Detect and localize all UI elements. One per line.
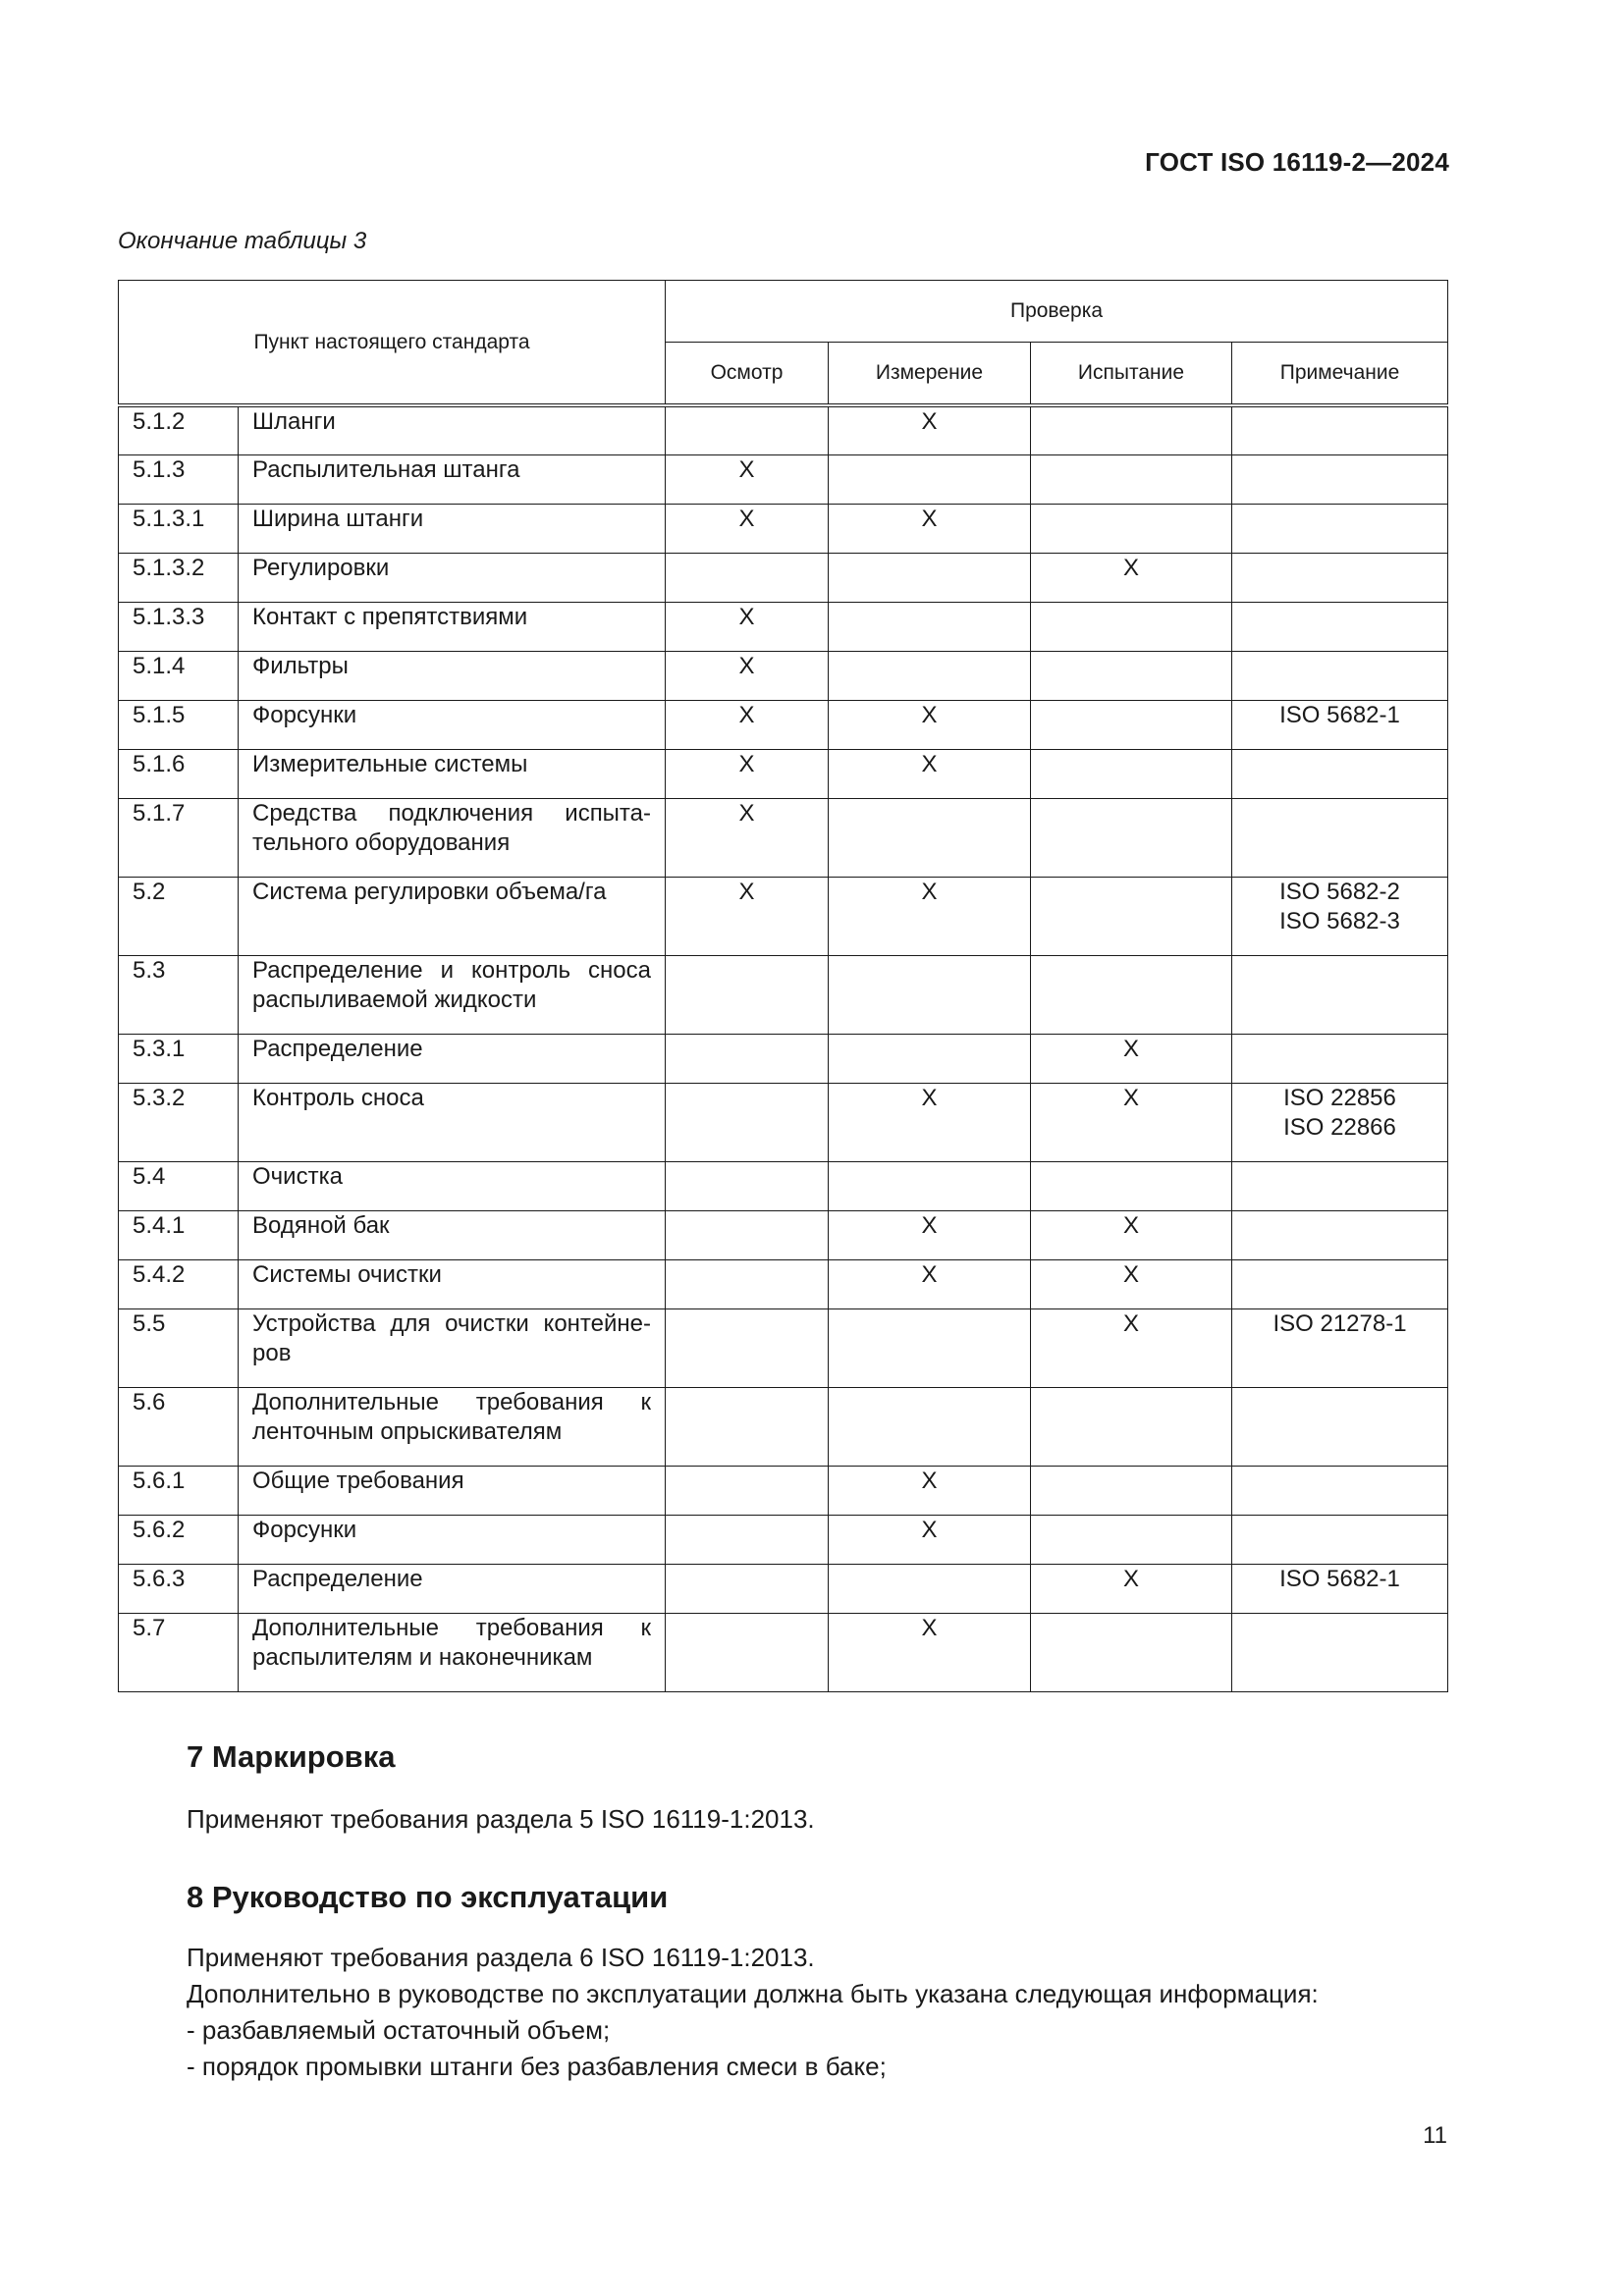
table-row xyxy=(119,1466,1448,1515)
inspect-mark xyxy=(666,1564,829,1613)
table-row xyxy=(119,1308,1448,1387)
clause-number: 5.1.4 xyxy=(119,651,239,700)
clause-number: 5.1.5 xyxy=(119,700,239,749)
note-cell xyxy=(1232,1613,1448,1691)
clause-name: Общие требования xyxy=(239,1466,666,1515)
measure-mark xyxy=(829,798,1031,877)
table-row xyxy=(119,1515,1448,1564)
clause-number: 5.1.3.2 xyxy=(119,553,239,602)
clause-name: Распылительная штанга xyxy=(239,454,666,504)
page-number: 11 xyxy=(1423,2122,1447,2149)
clause-name: Шланги xyxy=(239,405,666,454)
note-cell xyxy=(1232,1466,1448,1515)
clause-number: 5.4 xyxy=(119,1161,239,1210)
clause-number: 5.5 xyxy=(119,1308,239,1387)
table-row xyxy=(119,1034,1448,1083)
inspect-mark xyxy=(666,1466,829,1515)
inspect-mark xyxy=(666,553,829,602)
section-7-title: 7 Маркировка xyxy=(187,1739,396,1774)
section-8-title: 8 Руководство по эксплуатации xyxy=(187,1880,669,1914)
note-cell xyxy=(1232,651,1448,700)
clause-name: Регулировки xyxy=(239,553,666,602)
table-row xyxy=(119,700,1448,749)
clause-name: Распределение xyxy=(239,1564,666,1613)
table-row xyxy=(119,651,1448,700)
table-row xyxy=(119,1613,1448,1691)
test-mark xyxy=(1031,798,1232,877)
clause-name: Дополнительные требования к ленточным опрыскивателям xyxy=(239,1387,666,1466)
note-line: ISO 22856 xyxy=(1283,1084,1396,1111)
test-mark: X xyxy=(1031,1259,1232,1308)
note-cell xyxy=(1232,504,1448,553)
measure-mark xyxy=(829,1564,1031,1613)
test-mark xyxy=(1031,602,1232,651)
table-caption: Окончание таблицы 3 xyxy=(118,228,367,254)
clause-number: 5.2 xyxy=(119,877,239,955)
clause-number: 5.6 xyxy=(119,1387,239,1466)
test-mark xyxy=(1031,1161,1232,1210)
inspect-mark xyxy=(666,1308,829,1387)
measure-mark: X xyxy=(829,1083,1031,1161)
test-mark xyxy=(1031,651,1232,700)
clause-number: 5.1.7 xyxy=(119,798,239,877)
measure-mark xyxy=(829,955,1031,1034)
table-row xyxy=(119,405,1448,454)
clause-name: Дополнительные требования к распылителям и наконечникам xyxy=(239,1613,666,1691)
note-cell xyxy=(1232,1034,1448,1083)
test-mark xyxy=(1031,877,1232,955)
measure-mark xyxy=(829,1308,1031,1387)
test-mark xyxy=(1031,454,1232,504)
table-row xyxy=(119,1259,1448,1308)
clause-name: Контакт с препятствиями xyxy=(239,602,666,651)
measure-mark xyxy=(829,1161,1031,1210)
table-row xyxy=(119,1083,1448,1161)
table-row xyxy=(119,1564,1448,1613)
table-row xyxy=(119,1387,1448,1466)
note-cell xyxy=(1232,1515,1448,1564)
clause-name: Водяной бак xyxy=(239,1210,666,1259)
test-mark xyxy=(1031,405,1232,454)
head-test: Испытание xyxy=(1031,343,1232,406)
clause-name: Очистка xyxy=(239,1161,666,1210)
list-item: - порядок промывки штанги без разбавления смеси в баке; xyxy=(187,2052,887,2081)
clause-name: Ширина штанги xyxy=(239,504,666,553)
clause-number: 5.4.2 xyxy=(119,1259,239,1308)
clause-number: 5.1.6 xyxy=(119,749,239,798)
measure-mark: X xyxy=(829,700,1031,749)
measure-mark: X xyxy=(829,1210,1031,1259)
table-row xyxy=(119,504,1448,553)
table-row xyxy=(119,1210,1448,1259)
note-line: ISO 5682-3 xyxy=(1279,907,1400,934)
clause-number: 5.3.1 xyxy=(119,1034,239,1083)
note-cell xyxy=(1232,454,1448,504)
clause-number: 5.1.2 xyxy=(119,405,239,454)
head-note: Примечание xyxy=(1232,343,1448,406)
test-mark xyxy=(1031,504,1232,553)
head-group: Проверка xyxy=(666,281,1448,343)
clause-number: 5.7 xyxy=(119,1613,239,1691)
measure-mark: X xyxy=(829,504,1031,553)
inspection-table xyxy=(118,280,1448,1692)
note-cell xyxy=(1232,1387,1448,1466)
measure-mark xyxy=(829,602,1031,651)
note-line: ISO 21278-1 xyxy=(1272,1309,1407,1337)
test-mark: X xyxy=(1031,1210,1232,1259)
clause-name: Распределение и контроль сноса распыливаемой жидкости xyxy=(239,955,666,1034)
note-cell xyxy=(1232,749,1448,798)
note-cell xyxy=(1232,405,1448,454)
clause-name: Контроль сноса xyxy=(239,1083,666,1161)
table-body xyxy=(119,405,1448,1691)
table-row xyxy=(119,602,1448,651)
table-row xyxy=(119,749,1448,798)
head-measure: Измерение xyxy=(829,343,1031,406)
clause-number: 5.6.1 xyxy=(119,1466,239,1515)
clause-name: Средства подключения испыта-тельного оборудования xyxy=(239,798,666,877)
note-line: ISO 5682-1 xyxy=(1279,701,1400,728)
clause-name: Системы очистки xyxy=(239,1259,666,1308)
inspect-mark: X xyxy=(666,700,829,749)
note-cell xyxy=(1232,1161,1448,1210)
note-cell xyxy=(1232,877,1448,955)
test-mark: X xyxy=(1031,1083,1232,1161)
head-inspect: Осмотр xyxy=(666,343,829,406)
inspect-mark: X xyxy=(666,651,829,700)
inspect-mark: X xyxy=(666,454,829,504)
note-line: ISO 5682-2 xyxy=(1279,878,1400,905)
inspect-mark: X xyxy=(666,749,829,798)
inspect-mark: X xyxy=(666,602,829,651)
measure-mark xyxy=(829,1387,1031,1466)
test-mark: X xyxy=(1031,1564,1232,1613)
test-mark: X xyxy=(1031,1308,1232,1387)
clause-number: 5.3.2 xyxy=(119,1083,239,1161)
note-cell xyxy=(1232,1083,1448,1161)
test-mark: X xyxy=(1031,1034,1232,1083)
clause-number: 5.1.3.3 xyxy=(119,602,239,651)
clause-number: 5.1.3.1 xyxy=(119,504,239,553)
inspect-mark xyxy=(666,1515,829,1564)
note-cell xyxy=(1232,553,1448,602)
inspect-mark xyxy=(666,1259,829,1308)
clause-name: Форсунки xyxy=(239,700,666,749)
clause-number: 5.3 xyxy=(119,955,239,1034)
inspect-mark xyxy=(666,955,829,1034)
inspect-mark: X xyxy=(666,877,829,955)
clause-number: 5.6.2 xyxy=(119,1515,239,1564)
measure-mark: X xyxy=(829,1259,1031,1308)
note-line: ISO 5682-1 xyxy=(1279,1565,1400,1592)
inspect-mark: X xyxy=(666,504,829,553)
clause-name: Измерительные системы xyxy=(239,749,666,798)
section-8-text-2: Дополнительно в руководстве по эксплуатации должна быть указана следующая информация: xyxy=(187,1979,1319,2008)
clause-number: 5.6.3 xyxy=(119,1564,239,1613)
clause-name: Распределение xyxy=(239,1034,666,1083)
measure-mark: X xyxy=(829,877,1031,955)
note-cell xyxy=(1232,1308,1448,1387)
test-mark xyxy=(1031,749,1232,798)
measure-mark xyxy=(829,454,1031,504)
note-cell xyxy=(1232,1259,1448,1308)
inspect-mark xyxy=(666,405,829,454)
measure-mark xyxy=(829,651,1031,700)
note-cell xyxy=(1232,1210,1448,1259)
inspect-mark xyxy=(666,1083,829,1161)
clause-number: 5.1.3 xyxy=(119,454,239,504)
inspect-mark xyxy=(666,1613,829,1691)
test-mark xyxy=(1031,1515,1232,1564)
inspect-mark xyxy=(666,1210,829,1259)
inspect-mark xyxy=(666,1161,829,1210)
clause-number: 5.4.1 xyxy=(119,1210,239,1259)
test-mark xyxy=(1031,955,1232,1034)
note-cell xyxy=(1232,700,1448,749)
clause-name: Система регулировки объема/га xyxy=(239,877,666,955)
head-clause: Пункт настоящего стандарта xyxy=(119,281,666,406)
inspect-mark: X xyxy=(666,798,829,877)
measure-mark: X xyxy=(829,1466,1031,1515)
section-8-text-1: Применяют требования раздела 6 ISO 16119-1:2013. xyxy=(187,1943,815,1972)
table-row xyxy=(119,955,1448,1034)
test-mark xyxy=(1031,1387,1232,1466)
table-row xyxy=(119,877,1448,955)
table-row xyxy=(119,1161,1448,1210)
test-mark xyxy=(1031,1466,1232,1515)
clause-name: Форсунки xyxy=(239,1515,666,1564)
table-row xyxy=(119,553,1448,602)
note-cell xyxy=(1232,602,1448,651)
section-8-list xyxy=(187,2012,887,2085)
clause-name: Фильтры xyxy=(239,651,666,700)
measure-mark: X xyxy=(829,405,1031,454)
list-item: - разбавляемый остаточный объем; xyxy=(187,2015,611,2045)
table-row xyxy=(119,454,1448,504)
measure-mark xyxy=(829,553,1031,602)
note-cell xyxy=(1232,955,1448,1034)
test-mark xyxy=(1031,700,1232,749)
test-mark xyxy=(1031,1613,1232,1691)
measure-mark xyxy=(829,1034,1031,1083)
inspect-mark xyxy=(666,1034,829,1083)
note-line: ISO 22866 xyxy=(1283,1113,1396,1141)
table-row xyxy=(119,798,1448,877)
note-cell xyxy=(1232,1564,1448,1613)
measure-mark: X xyxy=(829,1515,1031,1564)
test-mark: X xyxy=(1031,553,1232,602)
measure-mark: X xyxy=(829,1613,1031,1691)
section-7-text: Применяют требования раздела 5 ISO 16119-1:2013. xyxy=(187,1804,815,1834)
measure-mark: X xyxy=(829,749,1031,798)
inspect-mark xyxy=(666,1387,829,1466)
note-cell xyxy=(1232,798,1448,877)
doc-code: ГОСТ ISO 16119-2—2024 xyxy=(1145,147,1449,177)
clause-name: Устройства для очистки контейне-ров xyxy=(239,1308,666,1387)
